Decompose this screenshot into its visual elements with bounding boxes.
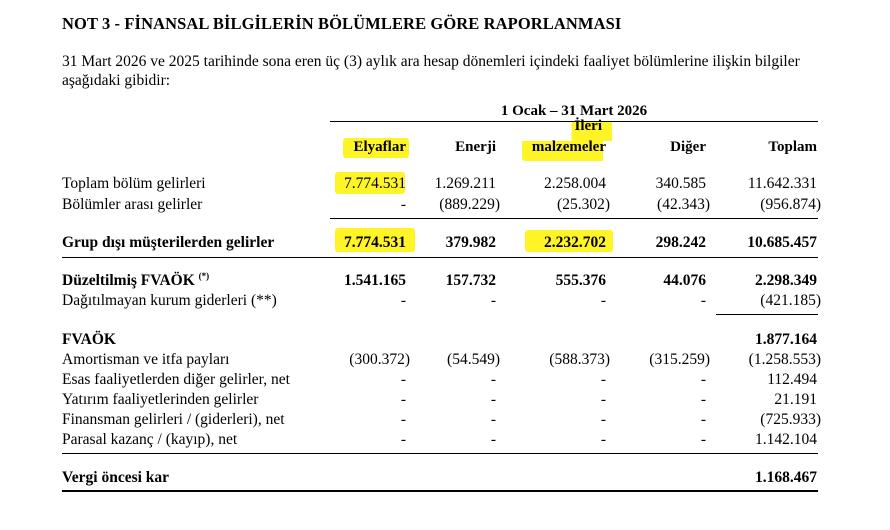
cell-toplam: 11.642.331 bbox=[747, 175, 817, 192]
cell-ileri: - bbox=[600, 411, 606, 428]
row-label-finansman-gelirleri-giderleri: Finansman gelirleri / (giderleri), net bbox=[62, 411, 285, 428]
cell-toplam: 112.494 bbox=[767, 371, 817, 388]
cell-ileri: (588.373) bbox=[549, 351, 610, 368]
page-title: NOT 3 - FİNANSAL BİLGİLERİN BÖLÜMLERE GÖRE RAPORLANMASI bbox=[62, 14, 622, 33]
cell-toplam: (725.933) bbox=[760, 411, 821, 428]
row-label-amortisman: Amortisman ve itfa payları bbox=[62, 351, 230, 368]
cell-enerji: 157.732 bbox=[445, 272, 496, 289]
period-header: 1 Ocak – 31 Mart 2026 bbox=[500, 103, 648, 119]
cell-toplam: 1.877.164 bbox=[755, 331, 817, 348]
row-label-vergi-oncesi-kar: Vergi öncesi kar bbox=[62, 469, 170, 486]
cell-diger: (315.259) bbox=[649, 351, 710, 368]
cell-elyaflar: - bbox=[400, 431, 406, 448]
row-label-yatirim-faaliyetleri-gelirler: Yatırım faaliyetlerinden gelirler bbox=[62, 391, 259, 408]
cell-toplam: 2.298.349 bbox=[755, 272, 817, 289]
cell-elyaflar: - bbox=[400, 196, 406, 213]
row-label-toplam-bolum-gelirleri: Toplam bölüm gelirleri bbox=[62, 175, 206, 192]
col-header-elyaflar: Elyaflar bbox=[353, 139, 406, 155]
cell-toplam: 1.168.467 bbox=[755, 469, 817, 486]
row-label-parasal-kazanc-kayip: Parasal kazanç / (kayıp), net bbox=[62, 431, 238, 448]
cell-ileri: 2.232.702 bbox=[544, 234, 606, 251]
cell-enerji: - bbox=[490, 411, 496, 428]
cell-enerji: (889.229) bbox=[439, 196, 500, 213]
row-label-grup-disi-musterilerden-gelirler: Grup dışı müşterilerden gelirler bbox=[62, 234, 275, 251]
cell-enerji: 1.269.211 bbox=[434, 175, 496, 192]
cell-toplam: (421.185) bbox=[760, 292, 821, 309]
cell-ileri: (25.302) bbox=[557, 196, 610, 213]
cell-elyaflar: - bbox=[400, 391, 406, 408]
cell-elyaflar: - bbox=[400, 411, 406, 428]
col-header-diger: Diğer bbox=[670, 139, 706, 155]
col-header-toplam: Toplam bbox=[768, 139, 817, 155]
cell-toplam: (956.874) bbox=[760, 196, 821, 213]
revenue-divider bbox=[62, 257, 818, 258]
cell-toplam: 1.142.104 bbox=[755, 431, 817, 448]
cell-toplam: 10.685.457 bbox=[747, 234, 817, 251]
cell-diger: (42.343) bbox=[657, 196, 710, 213]
pretax-divider bbox=[62, 453, 818, 454]
subtotal-divider bbox=[330, 218, 818, 219]
row-label-duzeltilmis-fvaok: Düzeltilmiş FVAÖK (*) bbox=[62, 270, 210, 289]
cell-enerji: 379.982 bbox=[445, 234, 496, 251]
row-label-bolumler-arasi-gelirler: Bölümler arası gelirler bbox=[62, 196, 203, 213]
cell-toplam: (1.258.553) bbox=[748, 351, 821, 368]
cell-diger: - bbox=[700, 292, 706, 309]
cell-diger: 340.585 bbox=[655, 175, 706, 192]
fvaok-divider bbox=[716, 314, 818, 315]
cell-diger: - bbox=[700, 391, 706, 408]
cell-ileri: - bbox=[600, 371, 606, 388]
cell-ileri: 555.376 bbox=[555, 272, 606, 289]
cell-ileri: - bbox=[600, 391, 606, 408]
cell-elyaflar: 1.541.165 bbox=[344, 272, 406, 289]
cell-ileri: - bbox=[600, 431, 606, 448]
cell-diger: - bbox=[700, 371, 706, 388]
col-header-ileri: İleri bbox=[574, 118, 602, 134]
cell-ileri: - bbox=[600, 292, 606, 309]
cell-enerji: - bbox=[490, 292, 496, 309]
cell-diger: 298.242 bbox=[655, 234, 706, 251]
col-header-enerji: Enerji bbox=[455, 139, 496, 155]
footnote-marker: (*) bbox=[198, 270, 210, 281]
cell-enerji: - bbox=[490, 391, 496, 408]
cell-elyaflar: - bbox=[400, 371, 406, 388]
row-label-dagitilmayan-kurum-giderleri: Dağıtılmayan kurum giderleri (**) bbox=[62, 292, 277, 309]
cell-toplam: 21.191 bbox=[774, 391, 817, 408]
cell-elyaflar: (300.372) bbox=[349, 351, 410, 368]
col-header-malzemeler: malzemeler bbox=[531, 139, 606, 155]
cell-diger: 44.076 bbox=[663, 272, 706, 289]
cell-ileri: 2.258.004 bbox=[544, 175, 606, 192]
cell-elyaflar: 7.774.531 bbox=[344, 234, 406, 251]
cell-diger: - bbox=[700, 431, 706, 448]
cell-enerji: - bbox=[490, 371, 496, 388]
cell-enerji: - bbox=[490, 431, 496, 448]
cell-enerji: (54.549) bbox=[447, 351, 500, 368]
intro-paragraph: 31 Mart 2026 ve 2025 tarihinde sona eren üç (3) aylık ara hesap dönemleri içindeki faaliyet bölümlerine ilişkin bilgiler aşağıdaki gibidir: bbox=[62, 53, 800, 89]
double-underline-top bbox=[62, 490, 818, 492]
cell-elyaflar: 7.774.531 bbox=[344, 175, 406, 192]
cell-elyaflar: - bbox=[400, 292, 406, 309]
row-label-esas-faaliyetler-diger-gelirler: Esas faaliyetlerden diğer gelirler, net bbox=[62, 371, 290, 388]
cell-diger: - bbox=[700, 411, 706, 428]
row-label-fvaok: FVAÖK bbox=[62, 331, 116, 348]
